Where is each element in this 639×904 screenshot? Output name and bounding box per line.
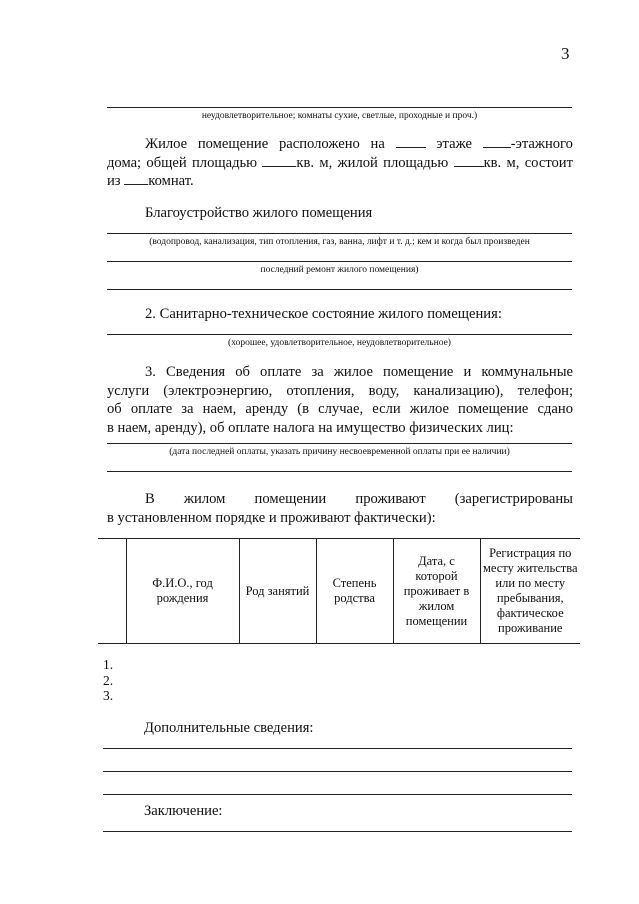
column-header: Дата, с которой проживает в жилом помещении bbox=[393, 539, 480, 644]
table-header-row bbox=[98, 539, 580, 644]
floors-total-blank bbox=[483, 135, 511, 148]
location-paragraph bbox=[107, 135, 573, 191]
field-line bbox=[107, 233, 572, 234]
location-text-2: этаже bbox=[436, 136, 472, 152]
field-line bbox=[103, 771, 572, 772]
list-item: 3. bbox=[103, 688, 114, 703]
section-2-title: 2. Санитарно-техническое состояние жилого помещения: bbox=[145, 306, 502, 322]
residents-list bbox=[103, 657, 113, 704]
location-text-3: -этажного bbox=[510, 136, 573, 152]
column-header: Регистрация по месту жительства или по месту пребывания, фактическое проживание bbox=[480, 539, 580, 644]
residents-intro bbox=[107, 490, 573, 527]
improvement-title: Благоустройство жилого помещения bbox=[145, 205, 373, 221]
conclusion-label: Заключение: bbox=[144, 803, 223, 819]
location-text-1: Жилое помещение расположено на bbox=[145, 136, 385, 152]
field-line bbox=[103, 794, 572, 795]
location-text-5: кв. м, жилой площадью bbox=[296, 154, 449, 171]
field-line bbox=[107, 471, 572, 472]
residents-intro-line-2: в установленном порядке и проживают фактически): bbox=[107, 509, 436, 526]
field-line bbox=[107, 107, 572, 108]
field-line bbox=[107, 261, 572, 262]
residents-intro-line-1: В жилом помещении проживают (зарегистрированы bbox=[145, 491, 573, 507]
section-3-line-2: услуги (электроэнергию, отопления, воду, канализацию), телефон; bbox=[107, 382, 573, 399]
improvement-caption-2: последний ремонт жилого помещения) bbox=[260, 265, 419, 275]
table-index-column bbox=[98, 539, 126, 644]
field-line bbox=[103, 831, 572, 832]
section-3-paragraph bbox=[107, 363, 573, 438]
column-header: Степень родства bbox=[316, 539, 393, 644]
field-line bbox=[107, 334, 572, 335]
residents-table bbox=[98, 538, 580, 644]
field-line bbox=[103, 748, 572, 749]
living-area-blank bbox=[454, 154, 484, 167]
column-header: Ф.И.О., год рождения bbox=[126, 539, 239, 644]
floor-blank bbox=[396, 135, 426, 148]
column-header: Род занятий bbox=[239, 539, 316, 644]
section-3-line-4: в наем, аренду), об оплате налога на имущество физических лиц: bbox=[107, 420, 514, 437]
location-text-4: дома; общей площадью bbox=[107, 154, 258, 171]
improvement-caption-1: (водопровод, канализация, тип отопления, газ, ванна, лифт и т. д.; кем и когда был произведен bbox=[149, 237, 530, 247]
location-text-8: комнат. bbox=[148, 173, 194, 189]
location-text-6: кв. м, состоит bbox=[483, 154, 573, 171]
page-number: 3 bbox=[561, 44, 570, 63]
location-text-7: из bbox=[107, 173, 121, 189]
additional-info-label: Дополнительные сведения: bbox=[144, 720, 314, 736]
field-line bbox=[107, 289, 572, 290]
rooms-blank bbox=[124, 172, 148, 185]
total-area-blank bbox=[262, 154, 296, 167]
section-3-caption: (дата последней оплаты, указать причину несвоевременной оплаты при ее наличии) bbox=[169, 447, 510, 457]
section-3-line-1: 3. Сведения об оплате за жилое помещение и коммунальные bbox=[145, 364, 573, 380]
field-line bbox=[107, 443, 572, 444]
list-item: 1. bbox=[103, 657, 114, 672]
living-conditions-caption: неудовлетворительное; комнаты сухие, светлые, проходные и проч.) bbox=[201, 111, 478, 121]
section-2-caption: (хорошее, удовлетворительное, неудовлетворительное) bbox=[228, 338, 451, 348]
list-item: 2. bbox=[103, 672, 114, 688]
section-3-line-3: об оплате за наем, аренду (в случае, если жилое помещение сдано bbox=[107, 401, 573, 418]
